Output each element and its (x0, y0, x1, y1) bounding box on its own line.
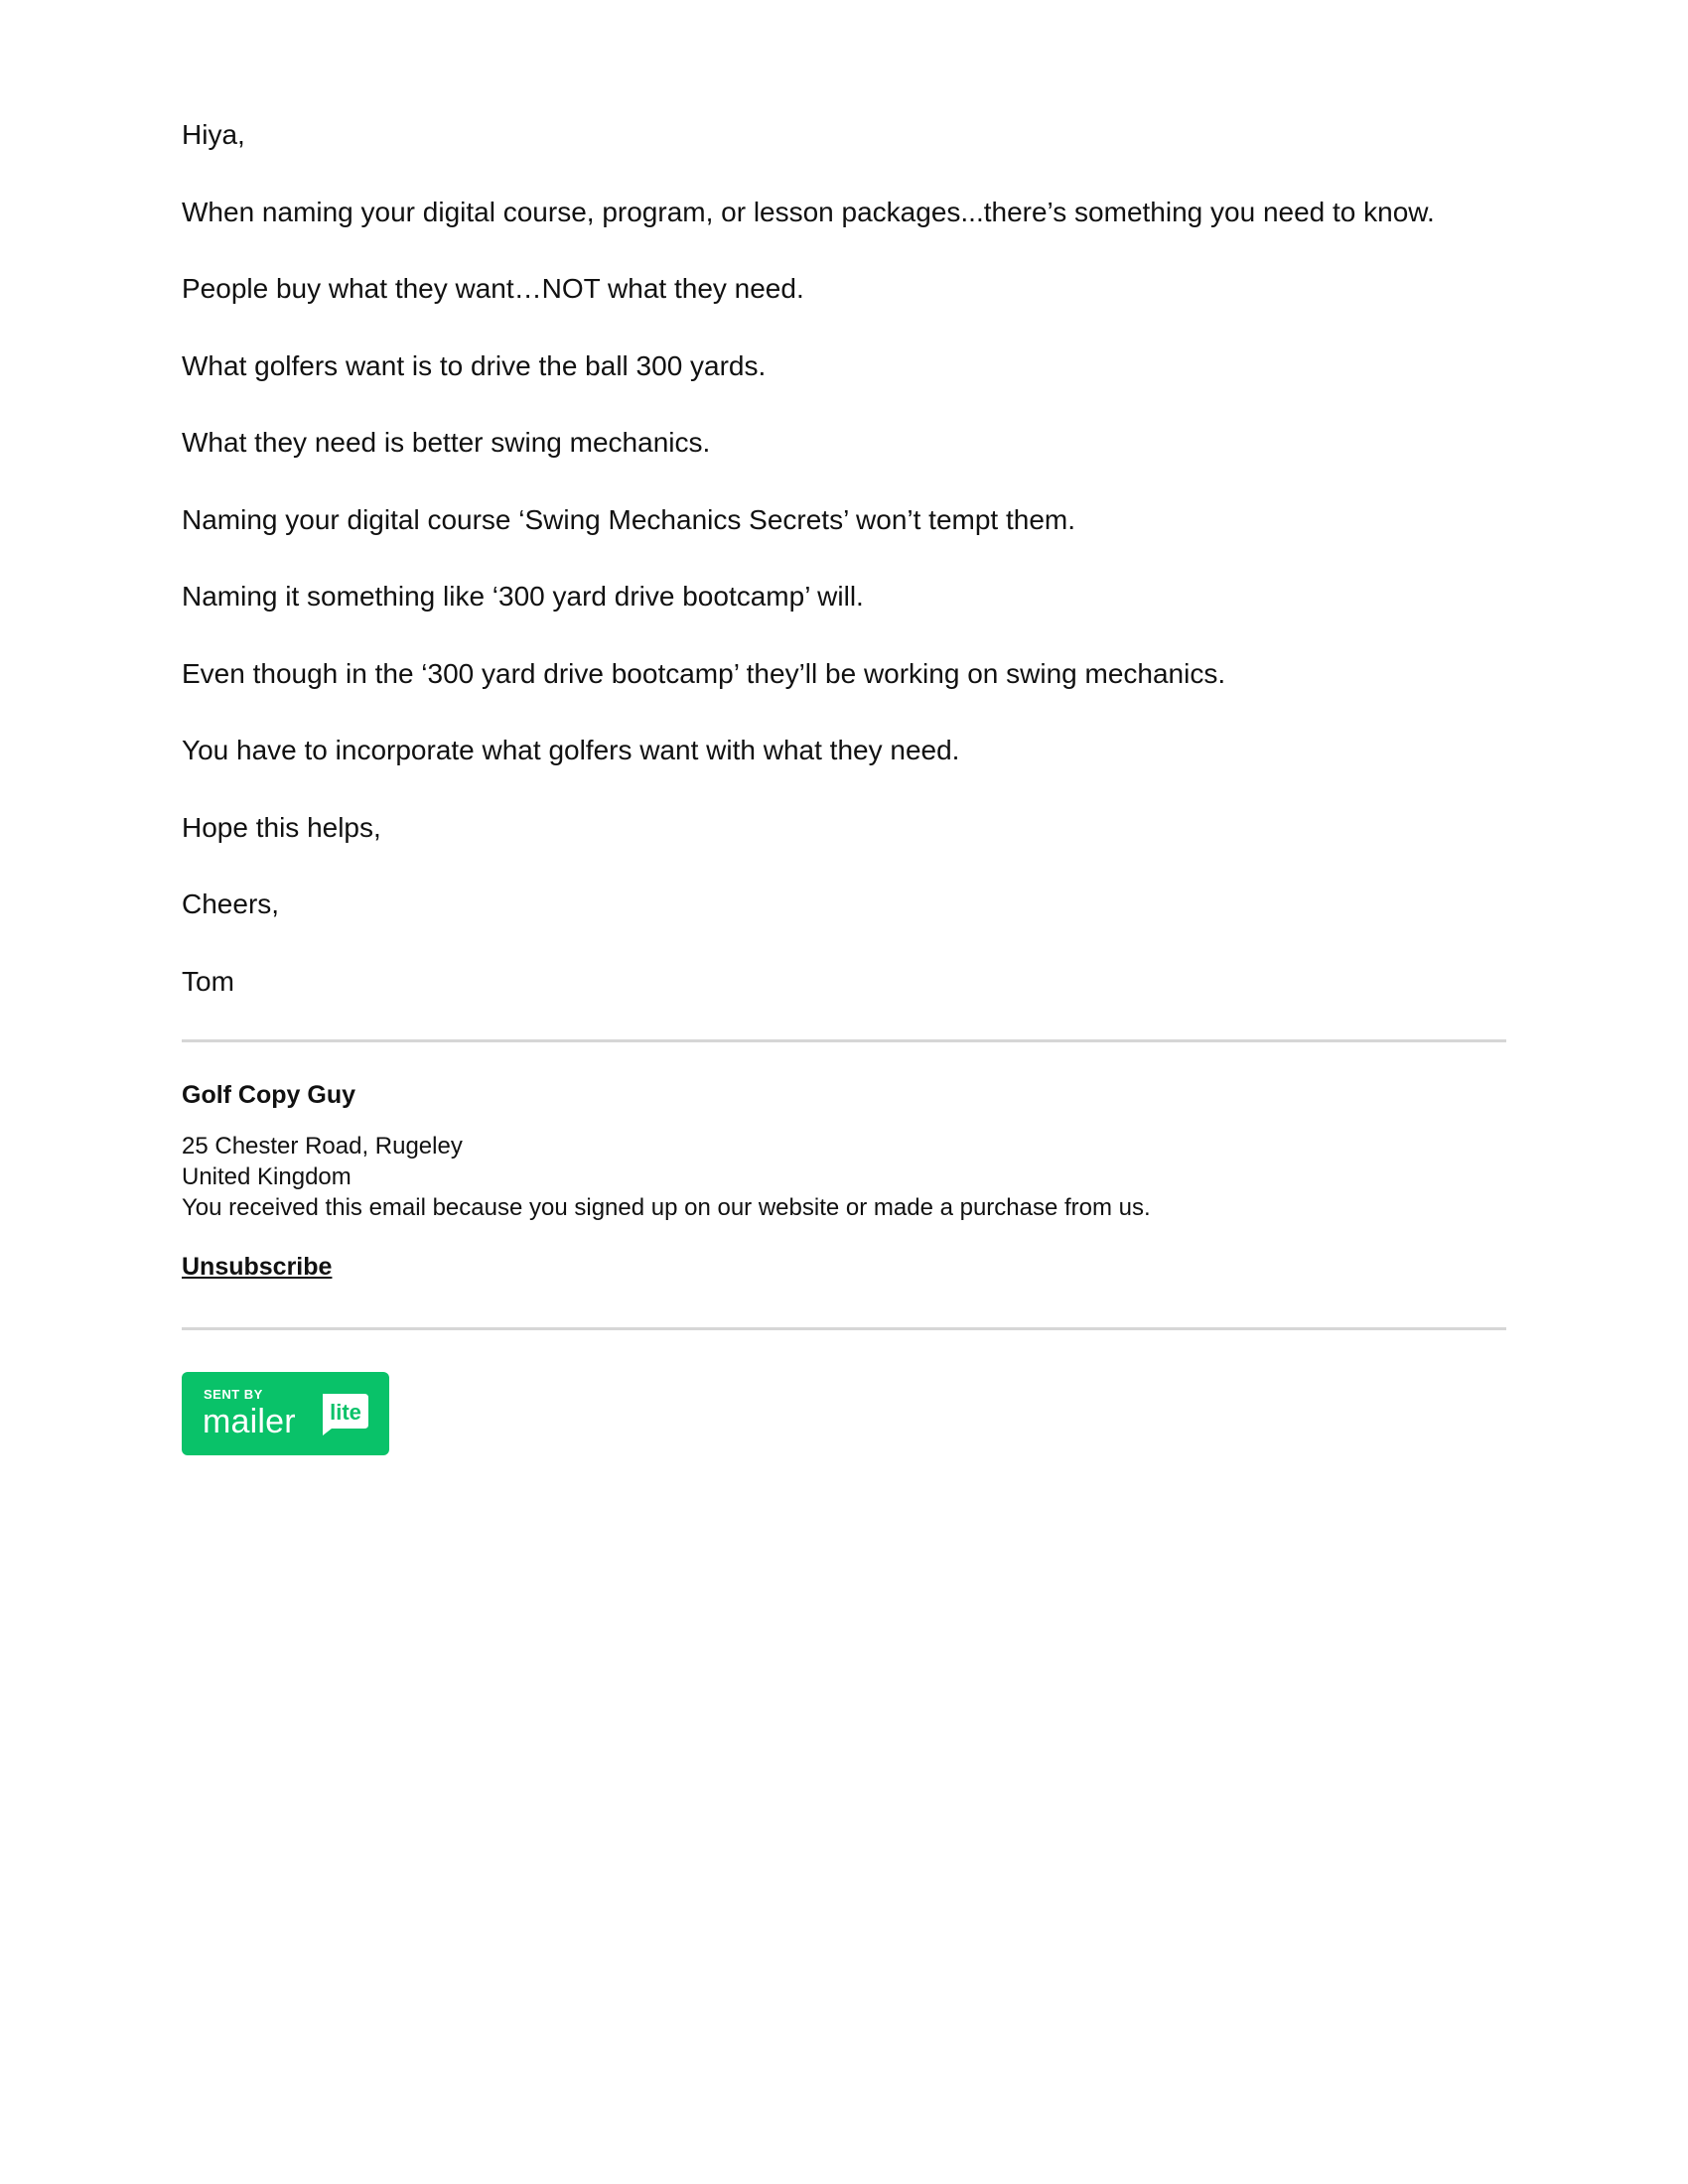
sign-off: Hope this helps, (182, 812, 381, 843)
paragraph: Naming your digital course ‘Swing Mechanics Secrets’ won’t tempt them. (182, 504, 1076, 535)
footer-notice: You received this email because you signed up on our website or made a purchase from us. (182, 1194, 1151, 1221)
address-country: United Kingdom (182, 1163, 352, 1190)
paragraph: People buy what they want…NOT what they need. (182, 273, 804, 304)
paragraph: You have to incorporate what golfers want with what they need. (182, 735, 960, 765)
footer-divider-bottom (182, 1327, 1506, 1330)
footer-address (182, 1131, 1151, 1223)
sign-off: Cheers, (182, 888, 280, 919)
paragraph: When naming your digital course, program, or lesson packages...there’s something you need to know. (182, 197, 1435, 227)
mailerlite-badge[interactable] (182, 1372, 389, 1455)
paragraph: Even though in the ‘300 yard drive bootcamp’ they’ll be working on swing mechanics. (182, 658, 1226, 689)
unsubscribe-link[interactable]: Unsubscribe (182, 1253, 333, 1281)
greeting: Hiya, (182, 119, 245, 150)
signature-name: Tom (182, 966, 234, 997)
paragraph: Naming it something like ‘300 yard drive bootcamp’ will. (182, 581, 864, 612)
footer-divider-top (182, 1039, 1506, 1042)
badge-sent-by: SENT BY (204, 1387, 263, 1402)
company-name: Golf Copy Guy (182, 1081, 355, 1109)
badge-lite: lite (330, 1400, 361, 1425)
paragraph: What golfers want is to drive the ball 300 yards. (182, 350, 767, 381)
badge-mailer: mailer (203, 1403, 296, 1440)
address-line: 25 Chester Road, Rugeley (182, 1133, 463, 1160)
mailerlite-logo-icon (317, 1392, 370, 1437)
paragraph: What they need is better swing mechanics. (182, 427, 711, 458)
